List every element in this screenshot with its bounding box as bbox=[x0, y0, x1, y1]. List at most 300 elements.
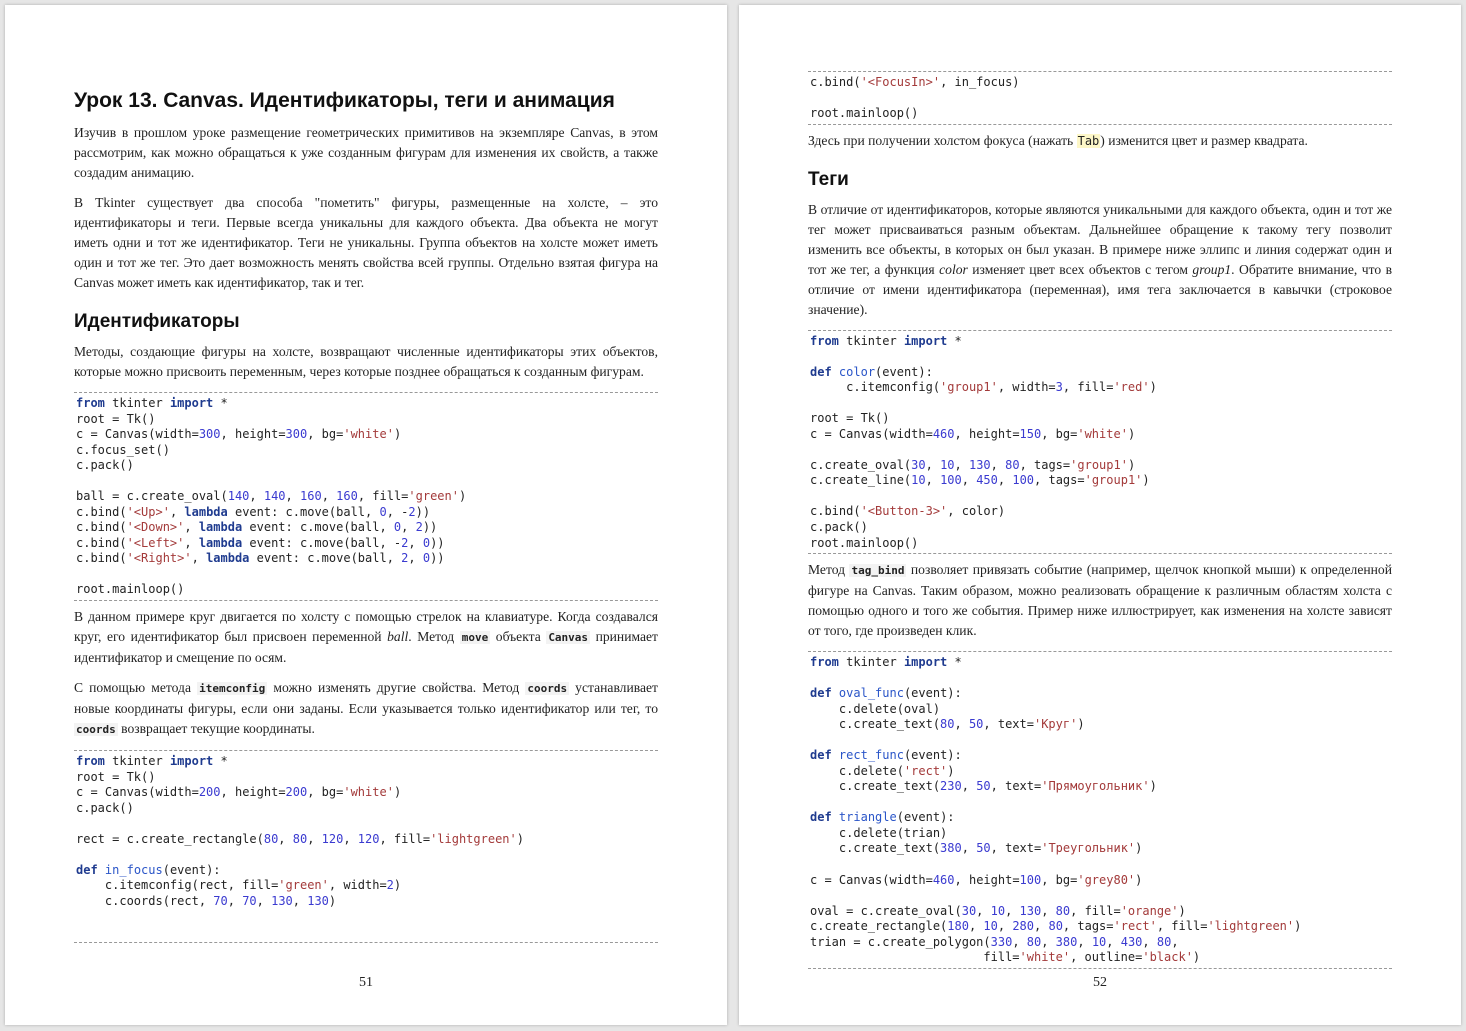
code-text: * bbox=[947, 333, 962, 348]
code-keyword: def bbox=[810, 686, 832, 701]
code-text bbox=[832, 810, 839, 824]
code-number: 0 bbox=[379, 504, 387, 519]
code-text: event: c.move(ball, bbox=[227, 504, 380, 519]
code-number: 10 bbox=[1091, 934, 1107, 949]
code-number: 0 bbox=[393, 520, 402, 535]
code-text: root.mainloop() bbox=[76, 582, 185, 597]
code-string: 'black' bbox=[1142, 950, 1193, 965]
code-text: , color) bbox=[947, 504, 1006, 519]
code-text: ) bbox=[1142, 473, 1150, 488]
code-number: 30 bbox=[961, 903, 977, 918]
code-text: c.bind( bbox=[76, 535, 127, 550]
code-text: c.bind( bbox=[76, 504, 127, 519]
code-text: root.mainloop() bbox=[810, 535, 919, 550]
code-text: (event): bbox=[896, 810, 955, 825]
paragraph: В данном примере круг двигается по холсту с помощью стрелок на клавиатуре. Когда создавался круг, его идентификатор был присвоен переменной ball. Метод move объекта Canvas принимает идентификатор и смещение по осям. bbox=[74, 609, 658, 666]
code-text: c = Canvas(width= bbox=[76, 785, 199, 800]
code-text: tkinter bbox=[104, 396, 170, 410]
paragraph: В отличие от идентификаторов, которые являются уникальными для каждого объекта, один и тот же тег может присваиваться разным объектам. Дальнейшее обращение к такому тегу позволит изменить все объекты, в которых он был указан. В примере ниже эллипс и линия содержат один и тот же тег, а функция color изменяет цвет всех объектов с тегом group1. Обратите внимание, что в отличие от имени идентификатора (переменная), имя тега заключается в кавычки (строковое значение). bbox=[808, 201, 1392, 317]
code-text bbox=[832, 748, 839, 762]
code-text: , bbox=[997, 919, 1013, 934]
code-text: c.bind( bbox=[810, 504, 861, 519]
code-number: 10 bbox=[940, 457, 955, 472]
code-number: 10 bbox=[911, 473, 926, 488]
code-string: 'group1' bbox=[1084, 473, 1143, 488]
code-text: trian = c.create_polygon( bbox=[810, 934, 991, 949]
code-number: 30 bbox=[911, 457, 926, 472]
code-line bbox=[810, 873, 1390, 889]
code-line bbox=[810, 810, 1390, 826]
code-number: 450 bbox=[976, 473, 998, 488]
code-text: , bbox=[925, 473, 941, 488]
code-line bbox=[810, 686, 1390, 702]
code-text: c.pack() bbox=[76, 800, 134, 815]
code-function-name: in_focus bbox=[104, 862, 163, 877]
code-text: c.bind( bbox=[810, 75, 861, 89]
code-text: , bbox=[1142, 934, 1157, 949]
code-text: , bbox=[191, 551, 207, 566]
code-line bbox=[810, 904, 1390, 920]
code-text: c.create_rectangle( bbox=[810, 919, 948, 934]
code-text: , bg= bbox=[307, 427, 344, 442]
code-string: 'group1' bbox=[1070, 457, 1128, 472]
code-line bbox=[76, 396, 656, 412]
code-text: * bbox=[213, 754, 228, 769]
code-string: '<FocusIn>' bbox=[860, 75, 941, 89]
code-text: (event): bbox=[162, 862, 221, 877]
lesson-title: Урок 13. Canvas. Идентификаторы, теги и анимация bbox=[74, 89, 615, 112]
code-line bbox=[76, 863, 656, 879]
code-line bbox=[810, 520, 1390, 536]
code-number: 330 bbox=[990, 934, 1013, 949]
code-text: ) bbox=[1149, 779, 1157, 794]
paragraph: Метод tag_bind позволяет привязать событие (например, щелчок кнопкой мыши) к определенной фигуре на Canvas. Таким образом, можно реализовать обращение к различным областям холста с помощью одного и того же события. Пример ниже иллюстрирует, как изменения на холсте зависят от того, где произведен клик. bbox=[808, 562, 1392, 639]
code-function-name: rect_func bbox=[838, 748, 904, 763]
code-text: )) bbox=[415, 504, 431, 519]
code-string: 'white' bbox=[1019, 950, 1071, 965]
code-text: , bbox=[968, 919, 984, 934]
code-text: ) bbox=[516, 831, 524, 846]
code-text: c.create_text( bbox=[810, 841, 941, 856]
code-text: rect = c.create_rectangle( bbox=[76, 831, 264, 846]
code-line bbox=[810, 764, 1390, 780]
code-number: 160 bbox=[300, 489, 322, 504]
code-string: 'grey80' bbox=[1077, 872, 1136, 887]
code-text: , bbox=[278, 831, 293, 846]
code-line bbox=[810, 106, 1390, 122]
code-number: 80 bbox=[1156, 934, 1172, 949]
code-line bbox=[76, 909, 656, 925]
code-text: , bbox=[1005, 903, 1020, 918]
paragraph: Методы, создающие фигуры на холсте, возвращают численные идентификаторы этих объектов, которые можно присвоить переменным, через которые позднее обращаться к созданным фигурам. bbox=[74, 344, 658, 379]
code-text: , width= bbox=[997, 380, 1056, 395]
code-text: , bbox=[961, 473, 977, 488]
code-number: 280 bbox=[1012, 919, 1035, 934]
code-number: 70 bbox=[213, 893, 228, 908]
code-keyword: import bbox=[169, 396, 214, 410]
code-text: tkinter bbox=[838, 655, 904, 670]
code-line bbox=[810, 458, 1390, 474]
code-keyword: lambda bbox=[206, 551, 250, 566]
code-text: c.pack() bbox=[810, 519, 868, 534]
code-text: c.delete( bbox=[810, 763, 904, 778]
code-text: c.create_text( bbox=[810, 717, 941, 732]
code-string: 'rect' bbox=[903, 763, 948, 778]
code-number: 80 bbox=[263, 831, 279, 846]
code-string: 'rect' bbox=[1113, 919, 1157, 934]
code-number: 200 bbox=[198, 785, 221, 800]
code-text: , fill= bbox=[1156, 919, 1208, 934]
code-text: , bbox=[256, 893, 272, 908]
code-line bbox=[810, 826, 1390, 842]
code-text: , bbox=[990, 457, 1006, 472]
code-text: ) bbox=[1135, 841, 1143, 856]
code-text: tkinter bbox=[104, 754, 170, 769]
code-number: 460 bbox=[932, 872, 955, 887]
code-text: , width= bbox=[328, 878, 387, 893]
code-text: (event): bbox=[875, 364, 933, 379]
code-number: 80 bbox=[1005, 457, 1020, 472]
code-text: , in_focus) bbox=[940, 75, 1020, 89]
code-line bbox=[810, 748, 1390, 764]
code-line bbox=[810, 950, 1390, 966]
code-text: ) bbox=[458, 489, 467, 504]
code-number: 130 bbox=[1019, 903, 1042, 918]
code-keyword: lambda bbox=[198, 520, 243, 535]
code-line bbox=[76, 878, 656, 894]
code-line bbox=[810, 536, 1390, 552]
code-line bbox=[76, 832, 656, 848]
code-text: , text= bbox=[990, 841, 1042, 856]
code-number: 0 bbox=[422, 535, 431, 550]
code-number: 120 bbox=[321, 831, 344, 846]
inline-code: move bbox=[461, 631, 489, 645]
code-number: 50 bbox=[968, 717, 984, 732]
section-heading-tags: Теги bbox=[808, 168, 849, 190]
code-line bbox=[76, 505, 656, 521]
code-text: , bbox=[1171, 934, 1179, 949]
code-text: root = Tk() bbox=[76, 411, 156, 426]
code-line bbox=[810, 733, 1390, 749]
code-text: ) bbox=[1127, 426, 1136, 441]
code-line bbox=[810, 504, 1390, 520]
code-text: c.coords(rect, bbox=[76, 893, 214, 908]
code-string: 'group1' bbox=[940, 380, 998, 395]
code-text: ) bbox=[1149, 380, 1157, 395]
code-number: 150 bbox=[1019, 426, 1042, 441]
page-content bbox=[74, 89, 658, 949]
code-text: , height= bbox=[220, 785, 286, 800]
code-text: , bbox=[408, 535, 423, 550]
code-keyword: lambda bbox=[198, 535, 243, 550]
code-number: 100 bbox=[1019, 872, 1042, 887]
inline-code: itemconfig bbox=[199, 682, 266, 696]
code-number: 120 bbox=[357, 831, 380, 846]
code-keyword: import bbox=[903, 333, 948, 348]
code-number: 3 bbox=[1055, 380, 1063, 395]
code-text: , - bbox=[386, 504, 409, 519]
code-text: event: c.move(ball, - bbox=[242, 535, 402, 550]
code-number: 2 bbox=[415, 520, 423, 535]
code-text: c = Canvas(width= bbox=[76, 427, 199, 442]
code-text: , text= bbox=[990, 779, 1042, 794]
code-number: 380 bbox=[940, 841, 962, 856]
code-function-name: color bbox=[838, 364, 876, 379]
code-text: ball = c.create_oval( bbox=[76, 489, 228, 504]
code-text: , bbox=[321, 489, 337, 504]
code-text: (event): bbox=[903, 748, 962, 763]
code-text: tkinter bbox=[838, 333, 904, 348]
code-number: 0 bbox=[422, 551, 431, 566]
code-keyword: def bbox=[810, 364, 832, 379]
code-text: ) bbox=[1178, 903, 1186, 918]
code-line bbox=[76, 816, 656, 832]
code-text: ) bbox=[393, 427, 402, 442]
code-number: 130 bbox=[307, 893, 329, 908]
code-text: , tags= bbox=[1034, 473, 1085, 488]
page-number: 51 bbox=[359, 975, 373, 990]
code-text: , bbox=[997, 473, 1013, 488]
code-line bbox=[810, 779, 1390, 795]
code-line bbox=[76, 847, 656, 863]
code-text: , bbox=[954, 717, 969, 732]
code-number: 80 bbox=[1055, 903, 1071, 918]
code-line bbox=[810, 380, 1390, 396]
code-text: ) bbox=[947, 763, 955, 778]
code-number: 2 bbox=[401, 535, 409, 550]
code-number: 180 bbox=[947, 919, 969, 934]
code-text: , bbox=[976, 903, 991, 918]
code-block bbox=[74, 392, 658, 601]
code-line bbox=[76, 520, 656, 536]
code-line bbox=[810, 473, 1390, 489]
code-number: 100 bbox=[1012, 473, 1035, 488]
code-number: 2 bbox=[386, 878, 394, 893]
code-text: , height= bbox=[954, 872, 1020, 887]
code-line bbox=[810, 442, 1390, 458]
code-line bbox=[810, 91, 1390, 107]
page-51 bbox=[5, 5, 727, 1025]
code-text: , bbox=[249, 489, 264, 504]
code-text: c.itemconfig( bbox=[810, 380, 941, 395]
code-text: , bbox=[408, 551, 423, 566]
code-text: c.focus_set() bbox=[76, 442, 170, 457]
code-line bbox=[76, 925, 656, 941]
code-text: , bg= bbox=[1041, 426, 1078, 441]
code-text: ) bbox=[1192, 950, 1201, 965]
code-string: '<Up>' bbox=[126, 504, 170, 519]
code-line bbox=[76, 801, 656, 817]
code-text: , bbox=[1012, 934, 1027, 949]
code-text: (event): bbox=[903, 686, 962, 701]
inline-code: tag_bind bbox=[851, 564, 905, 578]
code-text: , bbox=[961, 841, 977, 856]
code-text: , bbox=[1034, 919, 1049, 934]
code-string: 'white' bbox=[343, 427, 394, 442]
code-number: 100 bbox=[940, 473, 962, 488]
page-52 bbox=[739, 5, 1461, 1025]
code-text: ) bbox=[393, 785, 402, 800]
code-text: , tags= bbox=[1019, 457, 1071, 472]
code-keyword: import bbox=[169, 754, 214, 769]
code-text: , bbox=[401, 520, 416, 535]
code-number: 140 bbox=[227, 489, 250, 504]
code-number: 70 bbox=[242, 893, 257, 908]
code-line bbox=[810, 427, 1390, 443]
code-text: c.pack() bbox=[76, 458, 134, 473]
code-keyword: from bbox=[810, 333, 839, 348]
code-text: c.bind( bbox=[76, 551, 127, 566]
paragraph: Изучив в прошлом уроке размещение геометрических примитивов на экземпляре Canvas, в этом рассмотрим, как можно обращаться к уже созданным фигурам для изменения их свойств, а также создадим анимацию. bbox=[74, 125, 658, 180]
code-text bbox=[832, 686, 839, 700]
code-keyword: def bbox=[810, 810, 832, 825]
code-text bbox=[832, 365, 839, 379]
code-line bbox=[810, 349, 1390, 365]
inline-code: Canvas bbox=[548, 631, 589, 645]
code-number: 140 bbox=[263, 489, 286, 504]
code-line bbox=[810, 75, 1390, 91]
code-line bbox=[76, 489, 656, 505]
code-string: 'white' bbox=[343, 785, 394, 800]
code-text: c.create_line( bbox=[810, 473, 912, 488]
code-text: , bg= bbox=[1041, 872, 1078, 887]
code-text: * bbox=[947, 655, 962, 670]
code-text: root = Tk() bbox=[810, 411, 890, 426]
code-line bbox=[76, 567, 656, 583]
code-text: ) bbox=[1077, 717, 1085, 732]
code-line bbox=[76, 770, 656, 786]
code-line bbox=[76, 412, 656, 428]
code-text: c.delete(oval) bbox=[810, 701, 941, 716]
code-number: 130 bbox=[968, 457, 991, 472]
emphasis-text: ball bbox=[387, 629, 409, 645]
code-text: , height= bbox=[954, 426, 1020, 441]
code-number: 10 bbox=[983, 919, 998, 934]
code-string: '<Right>' bbox=[126, 551, 192, 566]
code-text: c.create_oval( bbox=[810, 457, 912, 472]
code-keyword: def bbox=[76, 862, 98, 877]
page-number: 52 bbox=[1093, 975, 1107, 990]
code-text: , bbox=[961, 779, 977, 794]
code-text: , bbox=[1106, 934, 1121, 949]
code-string: 'red' bbox=[1113, 380, 1150, 395]
code-text: event: c.move(ball, bbox=[242, 520, 394, 535]
code-text: , fill= bbox=[357, 489, 409, 504]
code-string: 'Треугольник' bbox=[1041, 841, 1136, 856]
code-keyword: import bbox=[903, 655, 948, 670]
code-text: oval = c.create_oval( bbox=[810, 903, 962, 918]
code-line bbox=[810, 655, 1390, 671]
code-number: 10 bbox=[990, 903, 1006, 918]
paragraph: В Tkinter существует два способа "пометить" фигуры, размещенные на холсте, – это идентификаторы и теги. Первые всегда уникальны для каждого объекта. Два объекта не могут иметь одни и тот же идентификатор. Теги не уникальны. Группа объектов на холсте может иметь один и тот же тег. Это дает возможность менять свойства всей группы. Отдельно взятая фигура на Canvas может иметь как идентификатор, так и тег. bbox=[74, 195, 658, 290]
code-string: '<Down>' bbox=[126, 520, 185, 535]
code-text: , height= bbox=[220, 427, 286, 442]
code-keyword: from bbox=[810, 655, 839, 670]
code-text: ) bbox=[1127, 457, 1136, 472]
code-text: root.mainloop() bbox=[810, 106, 919, 121]
code-number: 50 bbox=[976, 841, 991, 856]
code-line bbox=[810, 888, 1390, 904]
code-text: , outline= bbox=[1070, 950, 1143, 965]
code-text: )) bbox=[430, 551, 445, 566]
code-line bbox=[810, 365, 1390, 381]
highlighted-key: Tab bbox=[1077, 133, 1100, 148]
code-function-name: triangle bbox=[838, 810, 897, 825]
code-text: fill= bbox=[810, 950, 1020, 965]
code-line bbox=[76, 427, 656, 443]
code-number: 380 bbox=[1055, 934, 1078, 949]
code-line bbox=[76, 754, 656, 770]
code-text: ) bbox=[1294, 919, 1302, 934]
code-number: 80 bbox=[292, 831, 308, 846]
code-block bbox=[808, 330, 1392, 554]
code-string: 'orange' bbox=[1120, 903, 1179, 918]
code-text: , fill= bbox=[1062, 380, 1114, 395]
code-line bbox=[76, 894, 656, 910]
code-number: 80 bbox=[940, 717, 955, 732]
code-text: , bbox=[169, 504, 185, 519]
code-line bbox=[810, 795, 1390, 811]
code-line bbox=[810, 717, 1390, 733]
code-number: 80 bbox=[1026, 934, 1042, 949]
code-text: event: c.move(ball, bbox=[249, 551, 402, 566]
code-line bbox=[76, 458, 656, 474]
code-keyword: from bbox=[76, 754, 105, 769]
code-number: 2 bbox=[401, 551, 409, 566]
inline-code: coords bbox=[76, 723, 116, 737]
emphasis-text: group1 bbox=[1192, 261, 1232, 277]
code-text bbox=[98, 863, 105, 877]
code-line bbox=[76, 443, 656, 459]
code-number: 230 bbox=[940, 779, 962, 794]
code-text: , bg= bbox=[307, 785, 344, 800]
code-line bbox=[810, 702, 1390, 718]
code-text: )) bbox=[430, 535, 445, 550]
code-keyword: from bbox=[76, 396, 105, 410]
code-text: , bbox=[184, 535, 199, 550]
code-string: 'Круг' bbox=[1033, 717, 1078, 732]
code-number: 50 bbox=[976, 779, 991, 794]
code-text: )) bbox=[422, 520, 438, 535]
page-content bbox=[808, 71, 1392, 975]
code-text: * bbox=[213, 396, 228, 410]
code-text: , bbox=[1077, 934, 1092, 949]
code-text: c = Canvas(width= bbox=[810, 872, 933, 887]
code-text: c = Canvas(width= bbox=[810, 426, 933, 441]
code-line bbox=[810, 396, 1390, 412]
code-line bbox=[810, 671, 1390, 687]
code-block bbox=[808, 71, 1392, 125]
code-text: , tags= bbox=[1062, 919, 1114, 934]
code-string: 'lightgreen' bbox=[430, 831, 517, 846]
code-text: , text= bbox=[983, 717, 1034, 732]
code-line bbox=[76, 536, 656, 552]
code-text: , fill= bbox=[1070, 903, 1121, 918]
code-text: , bbox=[1041, 934, 1056, 949]
code-line bbox=[76, 551, 656, 567]
code-text: , bbox=[285, 489, 300, 504]
paragraph: С помощью метода itemconfig можно изменять другие свойства. Метод coords устанавливает новые координаты фигуры, если они заданы. Если указывается только идентификатор или тег, то coords возвращает текущие координаты. bbox=[74, 680, 658, 737]
inline-code: coords bbox=[527, 682, 568, 696]
code-number: 300 bbox=[285, 427, 308, 442]
code-block bbox=[74, 750, 658, 943]
code-line bbox=[810, 841, 1390, 857]
code-number: 460 bbox=[932, 426, 955, 441]
code-string: '<Button-3>' bbox=[860, 504, 948, 519]
code-number: 160 bbox=[336, 489, 358, 504]
code-line bbox=[810, 489, 1390, 505]
code-function-name: oval_func bbox=[838, 686, 904, 701]
